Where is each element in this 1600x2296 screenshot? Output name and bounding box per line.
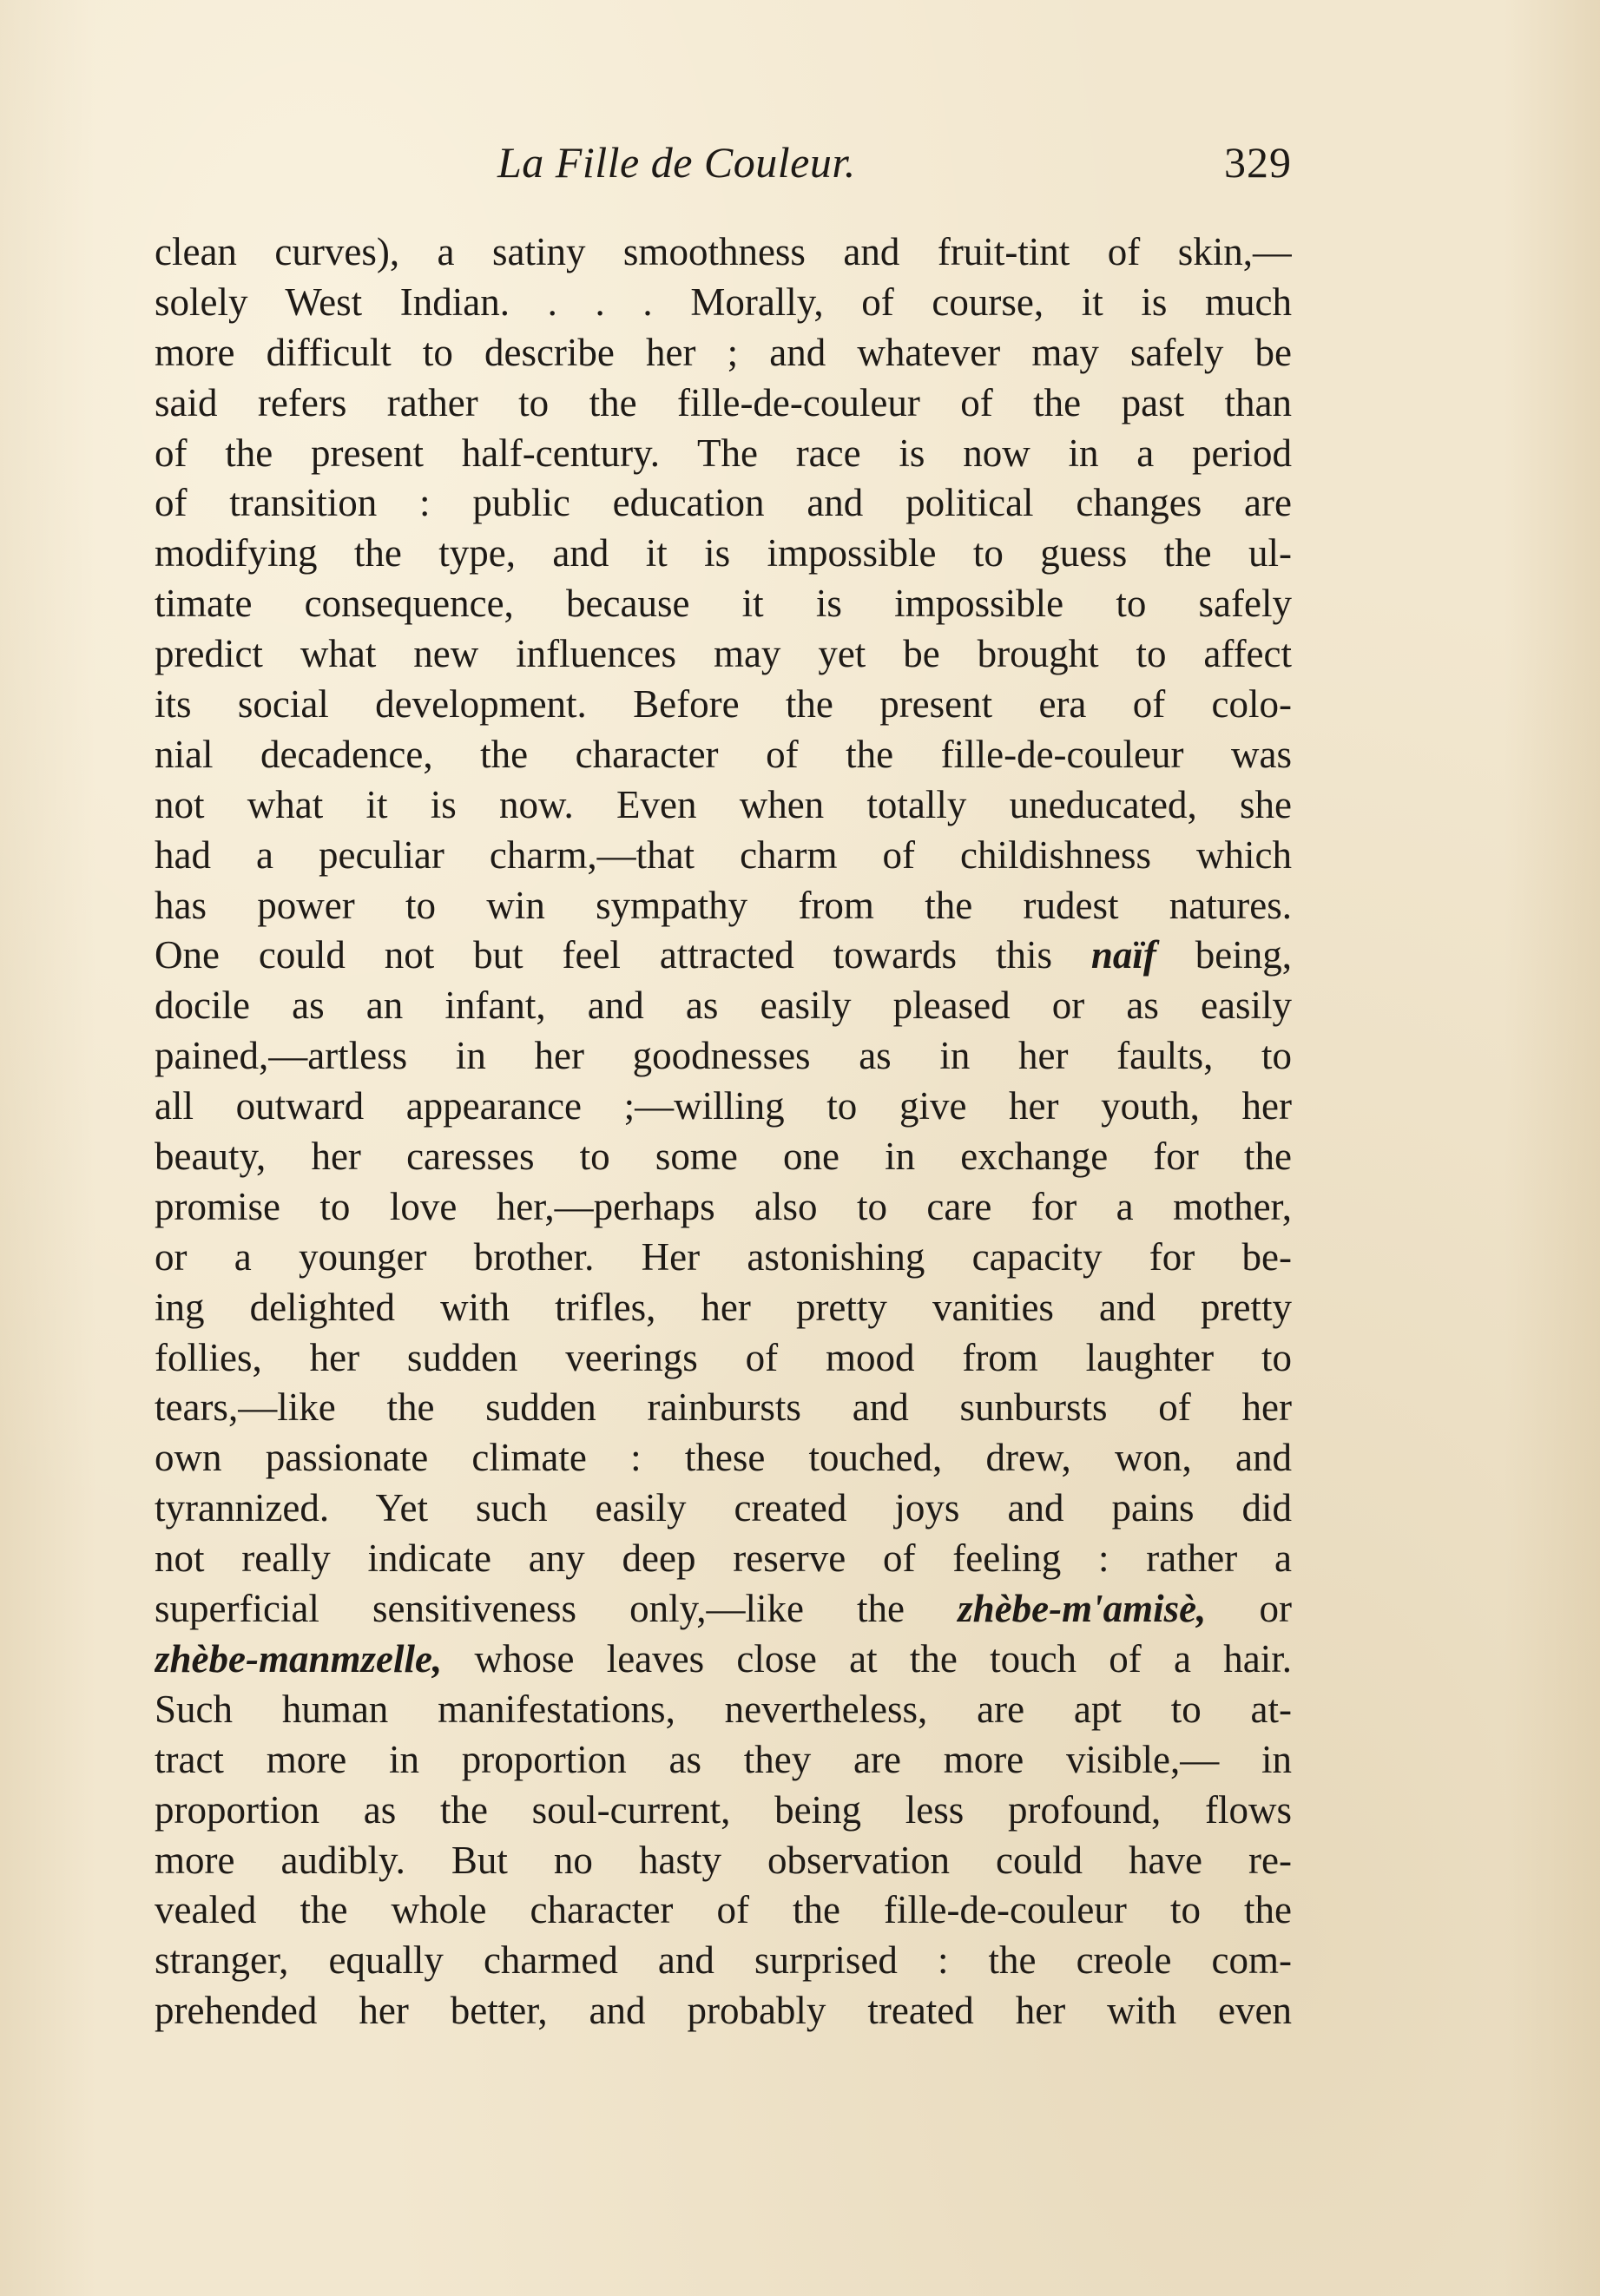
text-line [155, 1082, 1292, 1132]
text-line [155, 1233, 1292, 1283]
text-line [155, 1584, 1292, 1635]
text-line [155, 378, 1292, 429]
text-segment: ing delighted with trifles, her pretty vanities and pretty [155, 1285, 1292, 1329]
text-segment: not what it is now. Even when totally uneducated, she [155, 782, 1292, 826]
text-line [155, 1735, 1292, 1786]
text-segment: nial decadence, the character of the fille-de-couleur was [155, 732, 1292, 776]
text-segment: stranger, equally charmed and surprised : the creole com- [155, 1938, 1292, 1983]
text-segment: or [1206, 1587, 1292, 1631]
text-segment: proportion as the soul-current, being less profound, flows [155, 1787, 1292, 1832]
text-segment: tyrannized. Yet such easily created joys and pains did [155, 1486, 1292, 1530]
text-segment: more difficult to describe her ; and whatever may safely be [155, 330, 1292, 374]
text-line [155, 1182, 1292, 1233]
text-segment: all outward appearance ;—willing to give her youth, her [155, 1084, 1292, 1128]
text-line [155, 1031, 1292, 1082]
text-line [155, 1484, 1292, 1534]
page-number: 329 [1224, 138, 1292, 187]
text-line [155, 1433, 1292, 1484]
text-line [155, 1986, 1292, 2036]
text-segment: Such human manifestations, nevertheless, are apt to at- [155, 1687, 1292, 1731]
text-segment: modifying the type, and it is impossible to guess the ul- [155, 531, 1292, 576]
text-segment: predict what new influences may yet be brought to affect [155, 632, 1292, 676]
text-segment: docile as an infant, and as easily pleased or as easily [155, 984, 1292, 1028]
text-line [155, 680, 1292, 730]
text-segment: or a younger brother. Her astonishing capacity for be- [155, 1234, 1292, 1279]
text-line [155, 1132, 1292, 1182]
text-line [155, 730, 1292, 780]
text-segment: superficial sensitiveness only,—like the [155, 1587, 958, 1631]
text-segment: solely West Indian. . . . Morally, of course, it is much [155, 280, 1292, 324]
text-line [155, 1936, 1292, 1986]
text-segment: not really indicate any deep reserve of feeling : rather a [155, 1536, 1292, 1581]
text-segment: being, [1156, 933, 1292, 977]
text-line [155, 1685, 1292, 1735]
body-text [155, 227, 1292, 2036]
running-title: La Fille de Couleur. [497, 138, 856, 187]
text-line [155, 1383, 1292, 1433]
text-segment: had a peculiar charm,—that charm of childishness which [155, 832, 1292, 877]
text-line [155, 328, 1292, 378]
text-segment: has power to win sympathy from the rudest natures. [155, 883, 1292, 927]
text-line [155, 981, 1292, 1031]
running-head [155, 137, 1292, 198]
text-line [155, 1885, 1292, 1936]
text-line [155, 529, 1292, 579]
text-line [155, 629, 1292, 680]
text-segment: more audibly. But no hasty observation could have re- [155, 1838, 1292, 1882]
text-segment: clean curves), a satiny smoothness and fruit-tint of skin,— [155, 230, 1292, 273]
text-line [155, 429, 1292, 479]
text-line [155, 1836, 1292, 1886]
italic-term: zhèbe-manmzelle, [155, 1636, 443, 1681]
text-line [155, 278, 1292, 328]
text-line [155, 478, 1292, 529]
text-segment: vealed the whole character of the fille-de-couleur to the [155, 1888, 1292, 1932]
text-line [155, 831, 1292, 881]
text-segment: of the present half-century. The race is now in a period [155, 431, 1292, 475]
text-line [155, 1333, 1292, 1384]
text-segment: prehended her better, and probably treated her with even [155, 1989, 1292, 2033]
text-line [155, 579, 1292, 629]
text-line [155, 881, 1292, 931]
text-line [155, 1534, 1292, 1584]
text-line [155, 1283, 1292, 1333]
italic-term: zhèbe-m'amisè, [958, 1587, 1207, 1631]
text-segment: tract more in proportion as they are more visible,— in [155, 1737, 1292, 1781]
text-segment: tears,—like the sudden rainbursts and sunbursts of her [155, 1385, 1292, 1430]
text-line [155, 780, 1292, 831]
text-segment: its social development. Before the present era of colo- [155, 682, 1292, 727]
text-line [155, 227, 1292, 278]
text-line [155, 931, 1292, 981]
text-segment: said refers rather to the fille-de-couleur of the past than [155, 380, 1292, 424]
text-line [155, 1786, 1292, 1836]
text-segment: follies, her sudden veerings of mood from laughter to [155, 1335, 1292, 1379]
text-segment: One could not but feel attracted towards this [155, 933, 1091, 977]
text-segment: beauty, her caresses to some one in exchange for the [155, 1135, 1292, 1179]
text-segment: whose leaves close at the touch of a hair. [442, 1636, 1292, 1681]
italic-term: naïf [1090, 933, 1156, 977]
text-segment: pained,—artless in her goodnesses as in her faults, to [155, 1034, 1292, 1078]
text-line [155, 1635, 1292, 1685]
text-segment: timate consequence, because it is impossible to safely [155, 582, 1292, 626]
text-segment: promise to love her,—perhaps also to care for a mother, [155, 1184, 1292, 1228]
text-segment: of transition : public education and political changes are [155, 481, 1292, 525]
text-segment: own passionate climate : these touched, drew, won, and [155, 1436, 1292, 1480]
